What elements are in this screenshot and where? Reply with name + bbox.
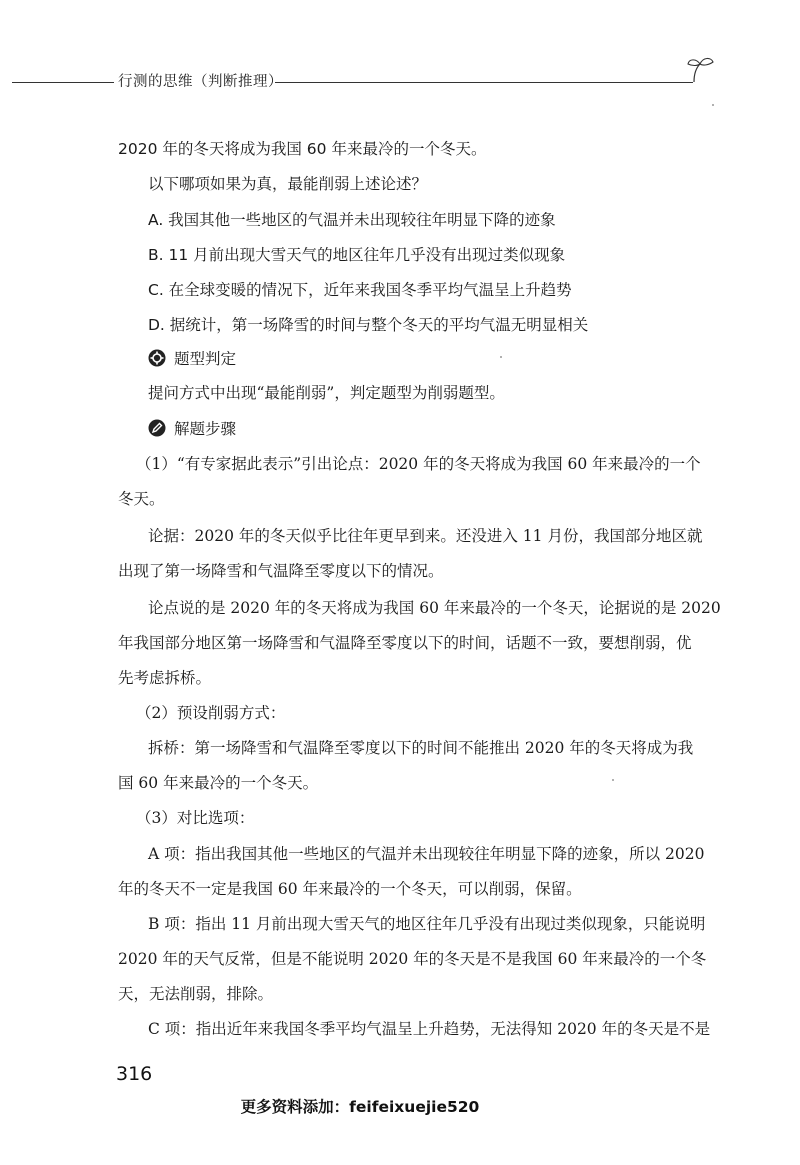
step-line: （1）“有专家据此表示”引出论点：2020 年的冬天将成为我国 60 年来最冷的一个 xyxy=(136,455,701,473)
option-d: D. 据统计，第一场降雪的时间与整个冬天的平均气温无明显相关 xyxy=(148,316,589,334)
step-line: 天，无法削弱，排除。 xyxy=(118,985,274,1003)
pencil-icon xyxy=(148,419,166,437)
header-rule-left xyxy=(12,82,114,83)
step-line: 拆桥：第一场降雪和气温降至零度以下的时间不能推出 2020 年的冬天将成为我 xyxy=(148,739,694,757)
step-line: （2）预设削弱方式： xyxy=(136,704,286,722)
steps-heading xyxy=(148,417,236,439)
header-rule-right xyxy=(275,82,693,83)
step-line: A 项：指出我国其他一些地区的气温并未出现较往年明显下降的迹象，所以 2020 xyxy=(148,845,705,863)
step-line: 出现了第一场降雪和气温降至零度以下的情况。 xyxy=(118,562,444,580)
type-heading-label: 题型判定 xyxy=(174,350,237,368)
sprout-icon xyxy=(686,56,716,84)
step-line: 2020 年的天气反常，但是不能说明 2020 年的冬天是不是我国 60 年来最冷的一个冬 xyxy=(118,950,707,968)
question-prompt: 以下哪项如果为真，最能削弱上述论述？ xyxy=(148,175,428,193)
footer-note: 更多资料添加：feifeixuejie520 xyxy=(240,1098,480,1116)
steps-heading-label: 解题步骤 xyxy=(174,420,237,438)
header-title: 行测的思维（判断推理） xyxy=(118,74,283,90)
scan-speck xyxy=(612,779,614,781)
step-line: 年的冬天不一定是我国 60 年来最冷的一个冬天，可以削弱，保留。 xyxy=(118,880,582,898)
option-a: A. 我国其他一些地区的气温并未出现较往年明显下降的迹象 xyxy=(148,211,556,229)
type-text: 提问方式中出现“最能削弱”，判定题型为削弱题型。 xyxy=(148,384,505,402)
step-line: 国 60 年来最冷的一个冬天。 xyxy=(118,774,319,792)
gear-icon xyxy=(148,349,166,367)
step-line: 冬天。 xyxy=(118,490,165,508)
step-line: B 项：指出 11 月前出现大雪天气的地区往年几乎没有出现过类似现象，只能说明 xyxy=(148,915,706,933)
step-line: 论据：2020 年的冬天似乎比往年更早到来。还没进入 11 月份，我国部分地区就 xyxy=(148,527,703,545)
step-line: （3）对比选项： xyxy=(136,809,255,827)
option-b: B. 11 月前出现大雪天气的地区往年几乎没有出现过类似现象 xyxy=(148,246,566,264)
step-line: 年我国部分地区第一场降雪和气温降至零度以下的时间，话题不一致，要想削弱，优 xyxy=(118,634,692,652)
option-c: C. 在全球变暖的情况下，近年来我国冬季平均气温呈上升趋势 xyxy=(148,281,572,299)
step-line: 先考虑拆桥。 xyxy=(118,669,212,687)
type-heading xyxy=(148,347,236,369)
step-line: 论点说的是 2020 年的冬天将成为我国 60 年来最冷的一个冬天，论据说的是 2020 xyxy=(148,599,721,617)
page-number: 316 xyxy=(116,1063,153,1085)
question-stem-tail: 2020 年的冬天将成为我国 60 年来最冷的一个冬天。 xyxy=(118,140,487,158)
scan-speck xyxy=(712,104,714,106)
scan-speck xyxy=(500,356,502,358)
running-header xyxy=(0,66,800,96)
step-line: C 项：指出近年来我国冬季平均气温呈上升趋势，无法得知 2020 年的冬天是不是 xyxy=(148,1020,711,1038)
